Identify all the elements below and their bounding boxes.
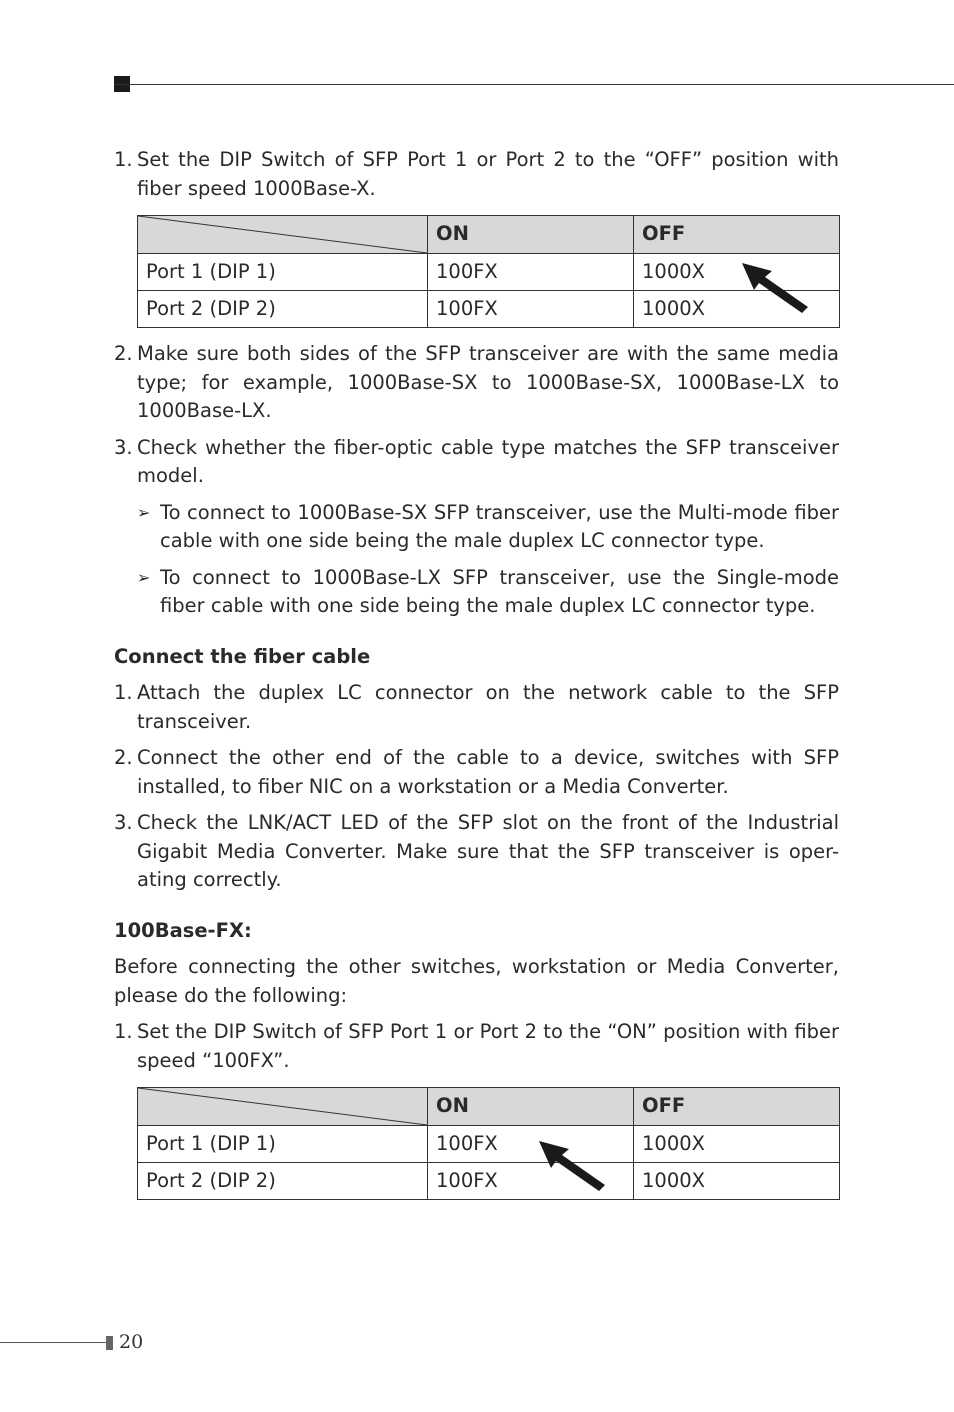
dip-table-wrapper-2 xyxy=(114,1087,839,1200)
header-rule xyxy=(114,84,954,85)
footer-rule xyxy=(0,1342,106,1343)
step-text: Make sure both sides of the SFP transceiver are with the same media type; for example, 1000Base-SX to 1000Base-SX, 1000Base-LX to 1000Base-LX. xyxy=(137,342,839,422)
dip-table-on xyxy=(137,1087,840,1200)
header-off: OFF xyxy=(634,216,840,254)
header-on: ON xyxy=(428,1088,634,1126)
table-header-row xyxy=(138,216,840,254)
off-cell: 1000X xyxy=(634,291,840,328)
step-connect-device xyxy=(114,744,839,801)
section-heading: Connect the fiber cable xyxy=(114,644,371,668)
step-text: Set the DIP Switch of SFP Port 1 or Port 2 to the “OFF” position with fiber speed 1000Base-X. xyxy=(137,148,839,200)
off-cell: 1000X xyxy=(634,254,840,291)
header-on: ON xyxy=(428,216,634,254)
step-number: 1. xyxy=(114,148,133,171)
step-text: Set the DIP Switch of SFP Port 1 or Port 2 to the “ON” position with fiber speed “100FX”. xyxy=(137,1020,839,1072)
bullet-singlemode xyxy=(114,564,839,621)
dip-table-off xyxy=(137,215,840,328)
arrowhead-bullet-icon: ➢ xyxy=(137,502,151,522)
diagonal-header-cell xyxy=(138,216,428,254)
footer-marker xyxy=(106,1336,113,1350)
step-text: Connect the other end of the cable to a device, switches with SFP installed, to fiber NIC on a workstation or a Media Converter. xyxy=(137,746,839,798)
header-off: OFF xyxy=(634,1088,840,1126)
off-cell: 1000X xyxy=(634,1126,840,1163)
step-set-dip-on xyxy=(114,1018,839,1075)
step-number: 2. xyxy=(114,342,133,365)
on-cell: 100FX xyxy=(428,1126,634,1163)
table-row xyxy=(138,254,840,291)
step-text: Check the LNK/ACT LED of the SFP slot on the front of the Industrial Gigabit Media Converter. Make sure that the SFP transceiver is oper-ating correctly. xyxy=(137,811,839,891)
step-check-led xyxy=(114,809,839,895)
page-number: 20 xyxy=(119,1331,144,1353)
port-cell: Port 2 (DIP 2) xyxy=(138,291,428,328)
bullet-text: To connect to 1000Base-SX SFP transceiver, use the Multi-mode fiber cable with one side being the male duplex LC connector type. xyxy=(160,500,839,552)
arrowhead-bullet-icon: ➢ xyxy=(137,567,151,587)
diagonal-header-cell xyxy=(138,1088,428,1126)
step-number: 2. xyxy=(114,746,133,769)
step-number: 1. xyxy=(114,681,133,704)
diagonal-line xyxy=(138,216,427,253)
dip-table-wrapper-1 xyxy=(114,215,839,328)
diagonal-line xyxy=(138,1088,427,1125)
intro-paragraph: Before connecting the other switches, workstation or Media Converter, please do the following: xyxy=(114,955,839,1007)
step-number: 3. xyxy=(114,435,133,459)
table-row xyxy=(138,1126,840,1163)
step-set-dip-off xyxy=(114,146,839,203)
step-check-cable xyxy=(114,434,839,491)
step-number: 3. xyxy=(114,811,133,834)
port-cell: Port 1 (DIP 1) xyxy=(138,254,428,291)
page-content xyxy=(114,146,839,1212)
step-text: Check whether the fiber-optic cable type matches the SFP transceiver model. xyxy=(137,435,839,487)
bullet-multimode xyxy=(114,499,839,556)
step-text: Attach the duplex LC connector on the network cable to the SFP transceiver. xyxy=(137,681,839,733)
on-cell: 100FX xyxy=(428,1163,634,1200)
table-row xyxy=(138,291,840,328)
off-cell: 1000X xyxy=(634,1163,840,1200)
step-attach xyxy=(114,679,839,736)
on-cell: 100FX xyxy=(428,291,634,328)
port-cell: Port 2 (DIP 2) xyxy=(138,1163,428,1200)
bullet-text: To connect to 1000Base-LX SFP transceiver, use the Single-mode fiber cable with one side being the male duplex LC connector type. xyxy=(160,565,839,617)
port-cell: Port 1 (DIP 1) xyxy=(138,1126,428,1163)
step-same-media xyxy=(114,340,839,426)
table-row xyxy=(138,1163,840,1200)
section-heading: 100Base-FX: xyxy=(114,918,252,942)
on-cell: 100FX xyxy=(428,254,634,291)
step-number: 1. xyxy=(114,1020,133,1043)
table-header-row xyxy=(138,1088,840,1126)
